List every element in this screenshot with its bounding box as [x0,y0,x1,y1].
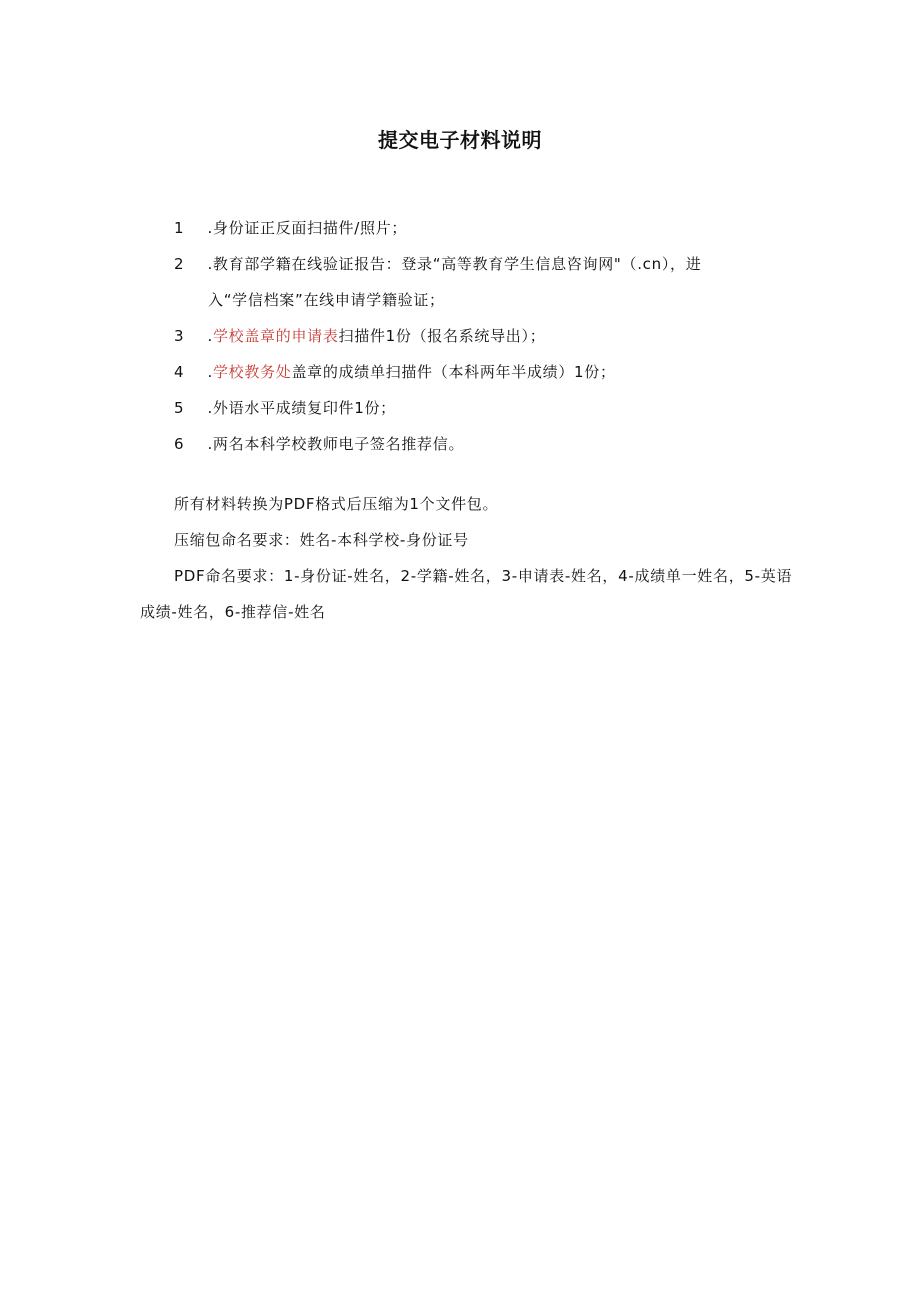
list-item-3 [174,318,794,354]
highlighted-text: 学校盖章的申请表 [212,327,339,345]
item-text: .外语水平成绩复印件1份； [202,399,396,417]
highlighted-text: 学校教务处 [212,363,292,381]
list-item-2 [174,246,794,282]
item-text: 盖章的成绩单扫描件（本科两年半成绩）1份； [291,363,616,381]
list-item-5 [174,390,794,426]
item-text-continuation: 入“学信档案”在线申请学籍验证； [208,291,445,309]
item-text: .两名本科学校教师电子签名推荐信。 [202,435,465,453]
note-pdf-naming: PDF命名要求：1-身份证-姓名，2-学籍-姓名，3-申请表-姓名，4-成绩单一姓名，5-英语成绩-姓名，6-推荐信-姓名 [140,567,793,621]
item-number: 1 [174,219,185,237]
material-list [174,210,794,462]
document-title: 提交电子材料说明 [378,128,542,152]
item-text: .身份证正反面扫描件/照片； [202,219,408,237]
submission-notes [140,486,800,630]
item-number: 6 [174,435,185,453]
list-item-2-continuation [174,282,794,318]
item-number: 2 [174,255,185,273]
item-text: .教育部学籍在线验证报告：登录“高等教育学生信息咨询网"（.cn），进 [202,255,702,273]
item-number: 5 [174,399,185,417]
list-item-6 [174,426,794,462]
list-item-4 [174,354,794,390]
item-prefix: . [202,363,213,381]
item-prefix: . [202,327,213,345]
note-file-package: 所有材料转换为PDF格式后压缩为1个文件包。 [174,495,499,513]
item-number: 4 [174,363,185,381]
note-package-naming: 压缩包命名要求：姓名-本科学校-身份证号 [174,531,469,549]
item-number: 3 [174,327,185,345]
list-item-1 [174,210,794,246]
item-text: 扫描件1份（报名系统导出）； [338,327,546,345]
